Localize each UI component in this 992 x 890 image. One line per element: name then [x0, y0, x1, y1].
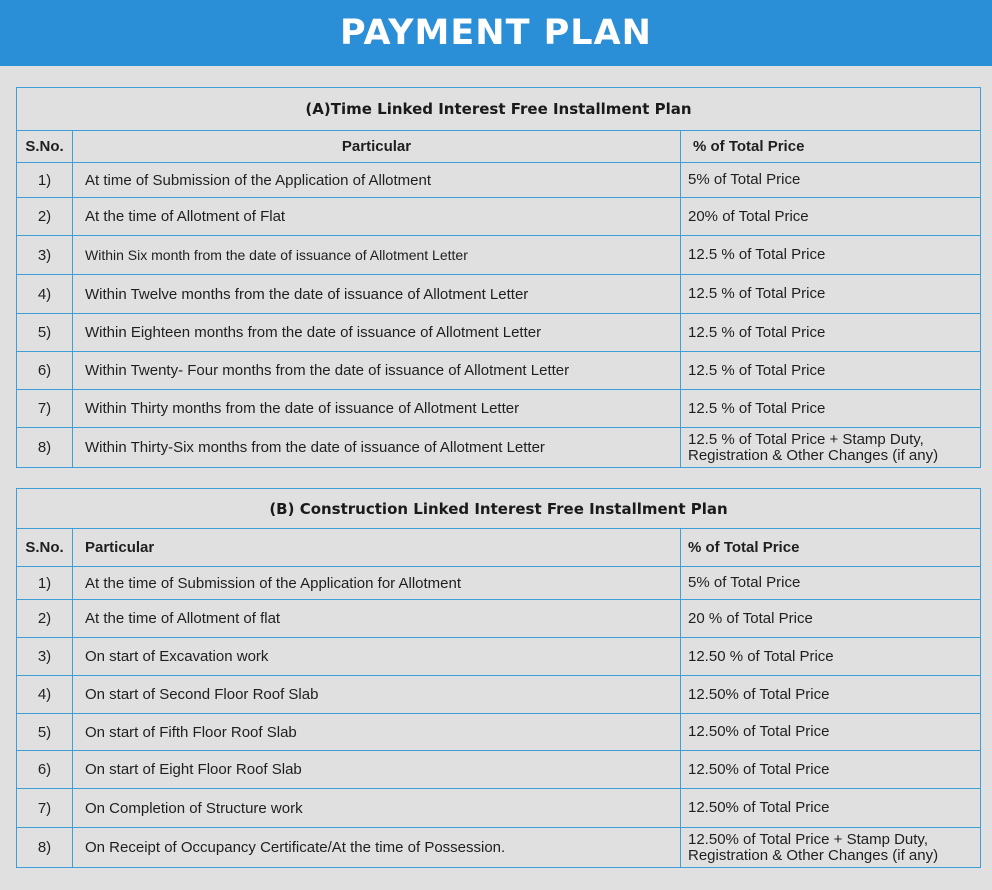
table-row	[17, 751, 981, 789]
row-particular: At time of Submission of the Application of Allotment	[73, 163, 681, 198]
row-sno: 5)	[17, 314, 73, 352]
page-title: PAYMENT PLAN	[340, 13, 652, 53]
row-sno: 8)	[17, 828, 73, 868]
row-sno: 8)	[17, 428, 73, 468]
plan-b-title: (B) Construction Linked Interest Free Installment Plan	[17, 489, 981, 529]
plan-a-title: (A)Time Linked Interest Free Installment Plan	[17, 88, 981, 131]
row-particular: Within Eighteen months from the date of issuance of Allotment Letter	[73, 314, 681, 352]
row-particular: On start of Excavation work	[73, 638, 681, 676]
row-sno: 5)	[17, 714, 73, 751]
row-price: 20 % of Total Price	[681, 600, 981, 638]
construction-linked-plan-table	[16, 488, 981, 868]
row-price: 12.50% of Total Price	[681, 714, 981, 751]
row-price: 12.50% of Total Price	[681, 751, 981, 789]
row-sno: 7)	[17, 390, 73, 428]
table-row	[17, 275, 981, 314]
row-price: 12.5 % of Total Price + Stamp Duty, Registration & Other Changes (if any)	[681, 428, 981, 468]
column-header-particular: Particular	[73, 529, 681, 567]
row-particular: Within Six month from the date of issuance of Allotment Letter	[73, 236, 681, 275]
table-row	[17, 390, 981, 428]
row-sno: 6)	[17, 751, 73, 789]
row-price: 12.50% of Total Price	[681, 676, 981, 714]
row-sno: 7)	[17, 789, 73, 828]
row-sno: 1)	[17, 163, 73, 198]
column-header-sno: S.No.	[17, 131, 73, 163]
row-price: 12.50% of Total Price + Stamp Duty, Registration & Other Changes (if any)	[681, 828, 981, 868]
table-row	[17, 352, 981, 390]
row-sno: 1)	[17, 567, 73, 600]
row-sno: 2)	[17, 600, 73, 638]
row-sno: 6)	[17, 352, 73, 390]
table-row	[17, 600, 981, 638]
row-sno: 3)	[17, 638, 73, 676]
row-sno: 4)	[17, 275, 73, 314]
row-price: 20% of Total Price	[681, 198, 981, 236]
row-particular: On start of Fifth Floor Roof Slab	[73, 714, 681, 751]
row-particular: On Receipt of Occupancy Certificate/At the time of Possession.	[73, 828, 681, 868]
row-price: 12.5 % of Total Price	[681, 275, 981, 314]
table-row	[17, 789, 981, 828]
table-row	[17, 714, 981, 751]
time-linked-plan-table	[16, 87, 981, 468]
row-particular: On start of Eight Floor Roof Slab	[73, 751, 681, 789]
row-price: 5% of Total Price	[681, 163, 981, 198]
row-particular: Within Twenty- Four months from the date of issuance of Allotment Letter	[73, 352, 681, 390]
table-row	[17, 567, 981, 600]
row-price: 12.5 % of Total Price	[681, 236, 981, 275]
row-particular: Within Thirty-Six months from the date of issuance of Allotment Letter	[73, 428, 681, 468]
table-row	[17, 828, 981, 868]
column-header-price: % of Total Price	[681, 131, 981, 163]
row-price: 12.5 % of Total Price	[681, 390, 981, 428]
row-price: 12.50% of Total Price	[681, 789, 981, 828]
row-sno: 3)	[17, 236, 73, 275]
table-row	[17, 314, 981, 352]
row-particular: Within Thirty months from the date of issuance of Allotment Letter	[73, 390, 681, 428]
row-price: 12.5 % of Total Price	[681, 314, 981, 352]
table-row	[17, 198, 981, 236]
row-particular: At the time of Submission of the Application for Allotment	[73, 567, 681, 600]
table-row	[17, 676, 981, 714]
column-header-particular: Particular	[73, 131, 681, 163]
table-row	[17, 236, 981, 275]
row-sno: 2)	[17, 198, 73, 236]
row-particular: On Completion of Structure work	[73, 789, 681, 828]
row-particular: At the time of Allotment of flat	[73, 600, 681, 638]
table-row	[17, 638, 981, 676]
column-header-sno: S.No.	[17, 529, 73, 567]
row-price: 12.50 % of Total Price	[681, 638, 981, 676]
row-price: 5% of Total Price	[681, 567, 981, 600]
row-sno: 4)	[17, 676, 73, 714]
table-row	[17, 163, 981, 198]
column-header-price: % of Total Price	[681, 529, 981, 567]
table-row	[17, 428, 981, 468]
row-particular: At the time of Allotment of Flat	[73, 198, 681, 236]
header-banner	[0, 0, 992, 66]
row-price: 12.5 % of Total Price	[681, 352, 981, 390]
row-particular: On start of Second Floor Roof Slab	[73, 676, 681, 714]
row-particular: Within Twelve months from the date of issuance of Allotment Letter	[73, 275, 681, 314]
